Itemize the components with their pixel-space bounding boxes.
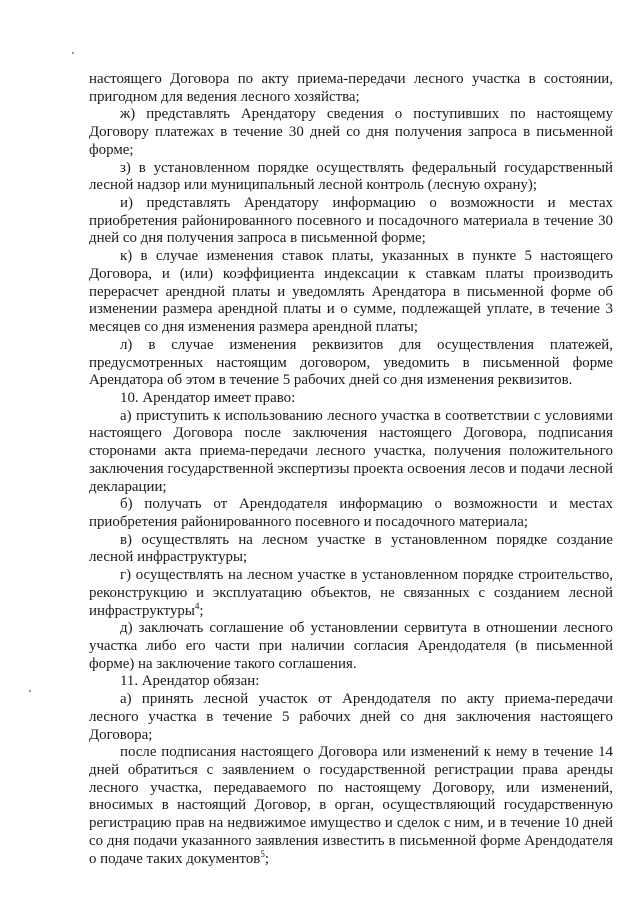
paragraph-zh: ж) представлять Арендатору сведения о поступивших по настоящему Договору платежах в течение 30 дней со дня получения запроса в письменной форме;: [89, 106, 613, 158]
paragraph-10b: б) получать от Арендодателя информацию о возможности и местах приобретения районированного посевного и посадочного материала;: [89, 496, 613, 530]
paragraph-l: л) в случае изменения реквизитов для осуществления платежей, предусмотренных настоящим договором, уведомить в письменной форме Арендатора об этом в течение 5 рабочих дней со дня изменения реквизитов.: [89, 336, 613, 389]
section-11-heading: 11. Арендатор обязан:: [120, 673, 260, 690]
paragraph-10v: в) осуществлять на лесном участке в установленном порядке создание лесной инфраструктуры;: [89, 531, 613, 566]
paragraph-10d: д) заключать соглашение об установлении сервитута в отношении лесного участка либо его части при наличии согласия Арендодателя (в письменной форме) на заключение такого соглашения.: [89, 620, 613, 672]
document-page: [89, 71, 613, 868]
paragraph-z: з) в установленном порядке осуществлять федеральный государственный лесной надзор или муниципальный лесной контроль (лесную охрану);: [89, 159, 613, 194]
scan-speck: [29, 690, 31, 692]
paragraph-11a: а) принять лесной участок от Арендодателя по акту приема-передачи лесного участка в течение 5 рабочих дней со дня заключения настоящего Договора;: [89, 691, 613, 743]
paragraph-10g: [89, 567, 613, 620]
section-10-heading: 10. Арендатор имеет право:: [120, 389, 296, 406]
paragraph-i: и) представлять Арендатору информацию о возможности и местах приобретения районированного посевного и посадочного материала в течение 30 дней со дня получения запроса в письменной форме;: [89, 195, 613, 247]
paragraph-k: к) в случае изменения ставок платы, указанных в пункте 5 настоящего Договора, и (или) коэффициента индексации к ставкам платы производить перерасчет арендной платы и уведомлять Арендатора в письменной форме об изменении размера арендной платы и о сумме, подлежащей уплате, в течение 3 месяцев со дня изменения размера арендной платы;: [89, 248, 613, 336]
scan-speck: [72, 52, 74, 54]
paragraph-11-registration: [89, 744, 613, 868]
footnote-ref-5: 5: [260, 848, 265, 859]
paragraph-11-registration-text: после подписания настоящего Договора или изменений к нему в течение 14 дней обратиться с заявлением о государственной регистрации права аренды лесного участка, передаваемого по настоящему Договору, или изменений, вносимых в настоящий Договор, в орган, осуществляющий государственную регистрацию прав на недвижимое имущество и сделок с ним, и в течение 10 дней со дня подачи указанного заявления известить в письменной форме Арендодателя о подаче таких документов: [89, 744, 613, 867]
paragraph-continuation: настоящего Договора по акту приема-передачи лесного участка в состоянии, пригодном для ведения лесного хозяйства;: [89, 71, 613, 105]
paragraph-11-registration-tail: ;: [264, 850, 269, 867]
footnote-ref-4: 4: [194, 600, 200, 611]
paragraph-10g-text: г) осуществлять на лесном участке в установленном порядке строительство, реконструкцию и эксплуатацию объектов, не связанных с созданием лесной инфраструктуры: [89, 567, 613, 619]
paragraph-10a: а) приступить к использованию лесного участка в соответствии с условиями настоящего Договора после заключения настоящего Договора, подписания сторонами акта приема-передачи лесного участка, получения положительного заключения государственной экспертизы проекта освоения лесов и подачи лесной декларации;: [89, 407, 613, 495]
paragraph-10g-tail: ;: [199, 602, 204, 619]
